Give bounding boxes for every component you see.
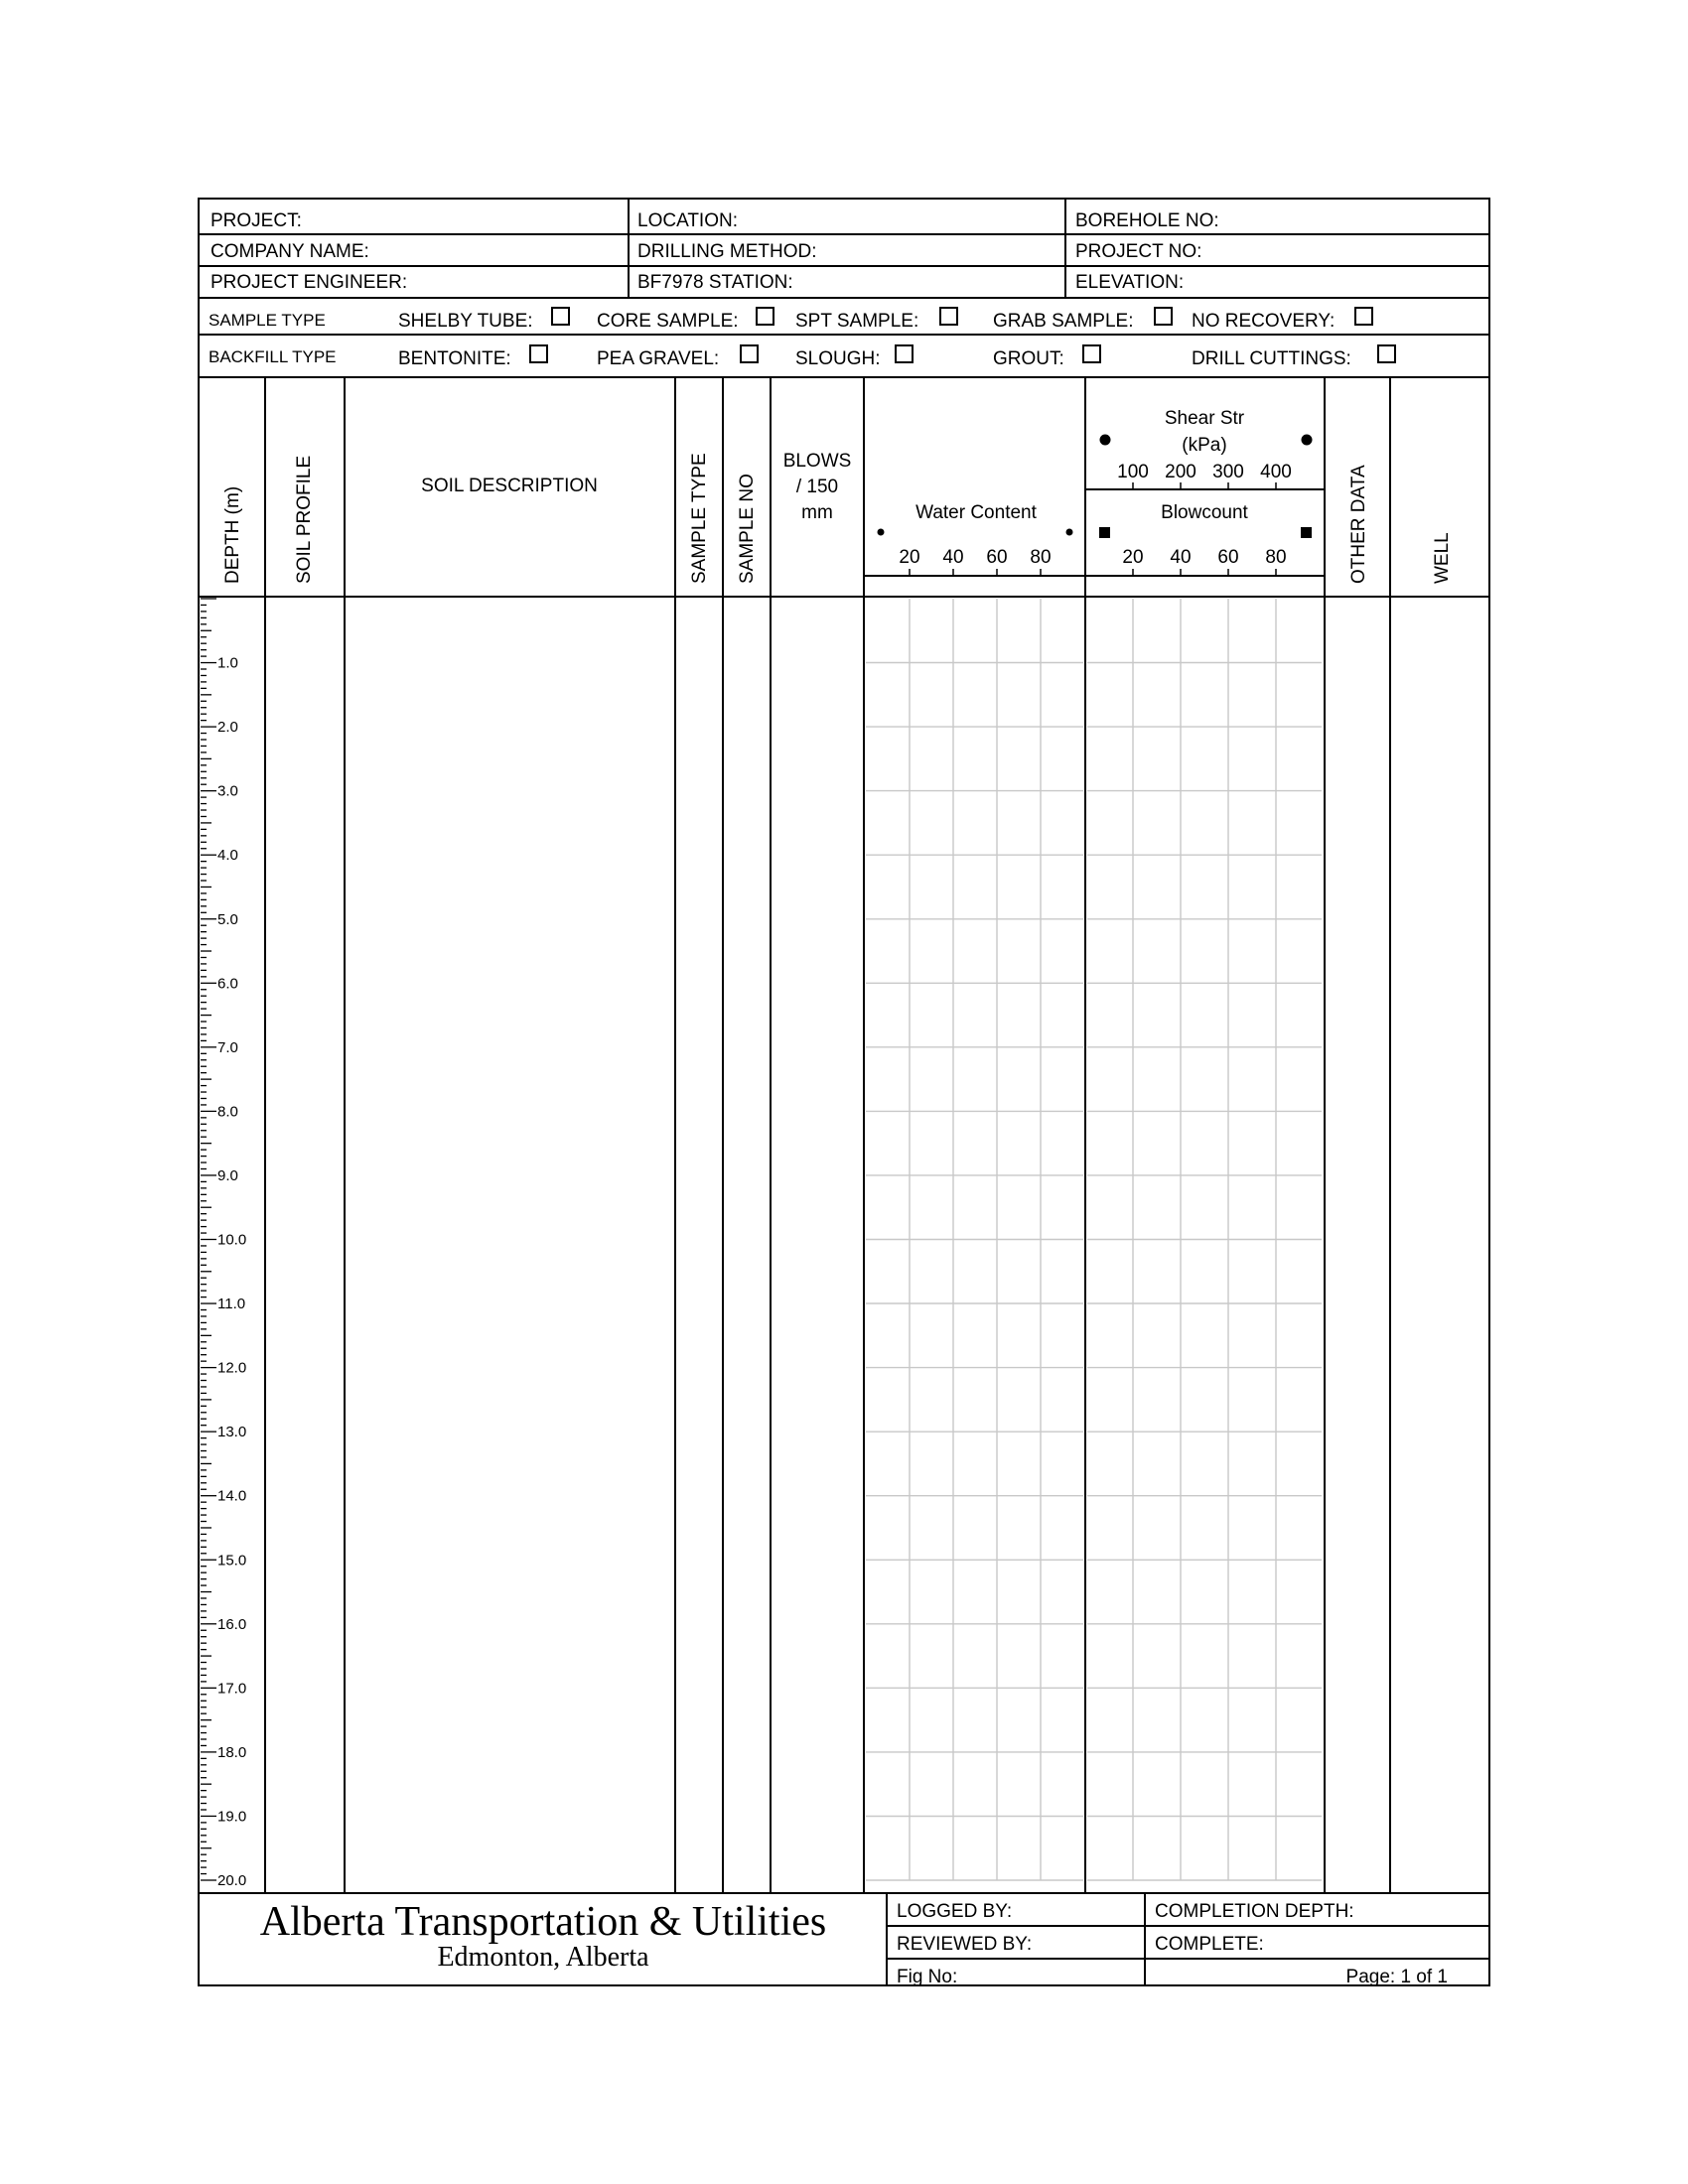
depth-label: 9.0 xyxy=(217,1166,238,1184)
blowcount-marker-left xyxy=(1099,527,1110,538)
bc-tick-label-40: 40 xyxy=(1170,547,1192,568)
borehole-no-label: BOREHOLE NO: xyxy=(1075,210,1219,231)
depth-scale-ticks xyxy=(201,599,216,1880)
blowcount-marker-right xyxy=(1301,527,1312,538)
project-label: PROJECT: xyxy=(211,210,302,231)
water-content-grid xyxy=(866,599,1083,1880)
depth-label: 6.0 xyxy=(217,975,238,993)
depth-label: 15.0 xyxy=(217,1552,247,1570)
blows-heading-line2: / 150 xyxy=(795,477,839,497)
depth-label: 4.0 xyxy=(217,847,238,865)
blows-heading-line3: mm xyxy=(801,502,833,523)
water-content-marker-right xyxy=(1066,529,1073,536)
project-no-label: PROJECT NO: xyxy=(1075,241,1202,262)
pea-gravel-checkbox[interactable] xyxy=(741,345,758,362)
shear-strength-unit: (kPa) xyxy=(1182,435,1227,456)
drill-cuttings-checkbox[interactable] xyxy=(1378,345,1395,362)
wc-tick-label-40: 40 xyxy=(942,547,964,568)
blows-heading-line1: BLOWS xyxy=(782,451,852,472)
sample-type-row xyxy=(209,308,1372,332)
depth-label: 19.0 xyxy=(217,1808,247,1826)
shear-tick-label-400: 400 xyxy=(1260,462,1292,482)
no-recovery-label: NO RECOVERY: xyxy=(1192,311,1336,332)
other-data-column-heading: OTHER DATA xyxy=(1348,465,1369,584)
blowcount-grid xyxy=(1087,599,1322,1880)
well-column-heading: WELL xyxy=(1432,532,1453,584)
soil-profile-column-heading: SOIL PROFILE xyxy=(294,455,315,584)
depth-label: 8.0 xyxy=(217,1103,238,1121)
reviewed-by-label: REVIEWED BY: xyxy=(897,1934,1033,1955)
station-label: BF7978 STATION: xyxy=(637,272,793,293)
shear-tick-label-200: 200 xyxy=(1165,462,1196,482)
bc-tick-label-60: 60 xyxy=(1217,547,1239,568)
complete-label: COMPLETE: xyxy=(1155,1934,1264,1955)
backfill-type-heading: BACKFILL TYPE xyxy=(209,347,337,366)
depth-label: 1.0 xyxy=(217,654,238,672)
sample-type-heading: SAMPLE TYPE xyxy=(209,311,326,330)
organization-name: Alberta Transportation & Utilities xyxy=(259,1899,827,1945)
depth-column-heading: DEPTH (m) xyxy=(222,485,243,584)
blowcount-heading: Blowcount xyxy=(1161,502,1248,523)
grout-label: GROUT: xyxy=(993,348,1064,369)
slough-label: SLOUGH: xyxy=(795,348,881,369)
pea-gravel-label: PEA GRAVEL: xyxy=(597,348,720,369)
depth-label: 18.0 xyxy=(217,1743,247,1761)
shear-tick-label-300: 300 xyxy=(1212,462,1244,482)
column-headers xyxy=(222,408,1453,584)
sample-no-column-heading: SAMPLE NO xyxy=(737,474,758,584)
slough-checkbox[interactable] xyxy=(896,345,913,362)
depth-label: 14.0 xyxy=(217,1487,247,1505)
shelby-tube-label: SHELBY TUBE: xyxy=(398,311,533,332)
bentonite-label: BENTONITE: xyxy=(398,348,511,369)
bc-tick-label-80: 80 xyxy=(1265,547,1287,568)
project-engineer-label: PROJECT ENGINEER: xyxy=(211,272,408,293)
water-content-marker-left xyxy=(878,529,885,536)
grout-checkbox[interactable] xyxy=(1083,345,1100,362)
company-name-label: COMPANY NAME: xyxy=(211,241,369,262)
spt-sample-label: SPT SAMPLE: xyxy=(795,311,919,332)
water-content-heading: Water Content xyxy=(915,502,1037,523)
depth-label: 12.0 xyxy=(217,1359,247,1377)
soil-description-column-heading: SOIL DESCRIPTION xyxy=(421,476,598,496)
grab-sample-checkbox[interactable] xyxy=(1155,308,1172,325)
wc-tick-label-60: 60 xyxy=(986,547,1008,568)
depth-scale-labels xyxy=(217,655,246,1890)
drill-cuttings-label: DRILL CUTTINGS: xyxy=(1192,348,1351,369)
shelby-tube-checkbox[interactable] xyxy=(552,308,569,325)
depth-label: 3.0 xyxy=(217,782,238,800)
core-sample-checkbox[interactable] xyxy=(757,308,774,325)
depth-label: 10.0 xyxy=(217,1231,247,1249)
depth-label: 16.0 xyxy=(217,1615,247,1633)
bc-tick-label-20: 20 xyxy=(1122,547,1144,568)
wc-tick-label-80: 80 xyxy=(1030,547,1052,568)
depth-label: 13.0 xyxy=(217,1424,247,1441)
shear-tick-label-100: 100 xyxy=(1117,462,1149,482)
header-block xyxy=(211,210,1219,293)
backfill-type-row xyxy=(209,345,1395,369)
completion-depth-label: COMPLETION DEPTH: xyxy=(1155,1901,1354,1922)
footer-block xyxy=(260,1899,1448,1987)
depth-label: 2.0 xyxy=(217,719,238,737)
depth-label: 17.0 xyxy=(217,1680,247,1698)
page-number: Page: 1 of 1 xyxy=(1345,1967,1448,1987)
logged-by-label: LOGGED BY: xyxy=(897,1901,1013,1922)
depth-label: 20.0 xyxy=(217,1872,247,1889)
depth-label: 5.0 xyxy=(217,910,238,928)
spt-sample-checkbox[interactable] xyxy=(940,308,957,325)
shear-marker-right xyxy=(1302,435,1313,446)
core-sample-label: CORE SAMPLE: xyxy=(597,311,739,332)
drilling-method-label: DRILLING METHOD: xyxy=(637,241,817,262)
fig-no-label: Fig No: xyxy=(897,1967,958,1987)
shear-marker-left xyxy=(1100,435,1111,446)
no-recovery-checkbox[interactable] xyxy=(1355,308,1372,325)
bentonite-checkbox[interactable] xyxy=(530,345,547,362)
grab-sample-label: GRAB SAMPLE: xyxy=(993,311,1134,332)
elevation-label: ELEVATION: xyxy=(1075,272,1185,293)
depth-label: 11.0 xyxy=(217,1296,246,1312)
location-label: LOCATION: xyxy=(637,210,738,231)
organization-city: Edmonton, Alberta xyxy=(437,1942,649,1973)
depth-label: 7.0 xyxy=(217,1038,238,1056)
wc-tick-label-20: 20 xyxy=(899,547,920,568)
shear-strength-heading: Shear Str xyxy=(1164,408,1245,429)
sample-type-column-heading: SAMPLE TYPE xyxy=(689,453,710,584)
